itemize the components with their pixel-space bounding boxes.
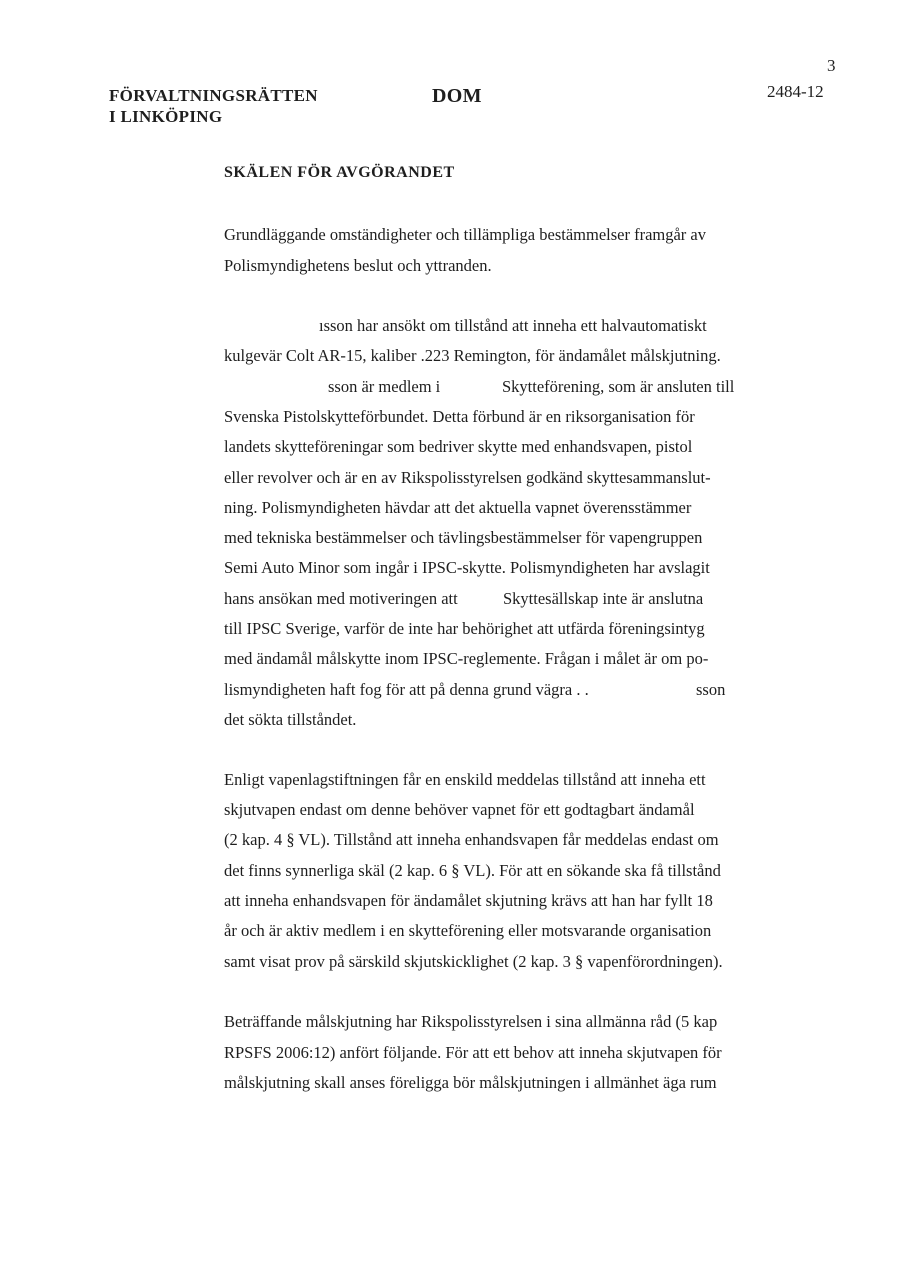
text-line: det sökta tillståndet. [224,710,357,729]
text-line: Grundläggande omständigheter och tillämpliga bestämmelser framgår av [224,225,707,244]
text-line: Beträffande målskjutning har Rikspolisstyrelsen i sina allmänna råd (5 kap [224,1012,718,1031]
page-number: 3 [827,56,836,75]
text-line: RPSFS 2006:12) anfört följande. För att ett behov att inneha skjutvapen för [224,1043,722,1062]
text-line: det finns synnerliga skäl (2 kap. 6 § VL). För att en sökande ska få tillstånd [224,861,721,880]
text-line: målskjutning skall anses föreligga bör målskjutningen i allmänhet äga rum [224,1073,717,1092]
text-line: ning. Polismyndigheten hävdar att det aktuella vapnet överensstämmer [224,498,692,517]
text-line: (2 kap. 4 § VL). Tillstånd att inneha enhandsvapen får meddelas endast om [224,830,719,849]
text-line: ısson har ansökt om tillstånd att inneha ett halvautomatiskt [319,316,707,335]
text-line: Semi Auto Minor som ingår i IPSC-skytte. Polismyndigheten har avslagit [224,558,710,577]
text-line: eller revolver och är en av Rikspolisstyrelsen godkänd skyttesammanslut- [224,468,711,487]
text-line: Enligt vapenlagstiftningen får en enskild meddelas tillstånd att inneha ett [224,770,706,789]
section-heading: SKÄLEN FÖR AVGÖRANDET [224,164,455,181]
court-name-line2: I LINKÖPING [109,107,223,126]
text-line: Skyttesällskap inte är anslutna [503,589,704,608]
text-line: skjutvapen endast om denne behöver vapnet för ett godtagbart ändamål [224,800,695,819]
case-number: 2484-12 [767,82,824,101]
document-type: DOM [432,85,482,107]
text-line: kulgevär Colt AR-15, kaliber .223 Remington, för ändamålet målskjutning. [224,346,721,365]
text-line: att inneha enhandsvapen för ändamålet skjutning krävs att han har fyllt 18 [224,891,713,910]
text-line: hans ansökan med motiveringen att [224,589,458,608]
text-line: landets skytteföreningar som bedriver skytte med enhandsvapen, pistol [224,437,693,456]
text-line: sson är medlem i [328,377,441,396]
text-line: Skytteförening, som är ansluten till [502,377,735,396]
court-name-line1: FÖRVALTNINGSRÄTTEN [109,86,318,105]
text-line: lismyndigheten haft fog för att på denna grund vägra . . [224,680,589,699]
text-line: samt visat prov på särskild skjutskicklighet (2 kap. 3 § vapenförordningen). [224,952,723,971]
text-line: med ändamål målskytte inom IPSC-reglemente. Frågan i målet är om po- [224,649,709,668]
text-line: med tekniska bestämmelser och tävlingsbestämmelser för vapengruppen [224,528,703,547]
text-line: sson [696,680,726,699]
text-line: år och är aktiv medlem i en skytteförening eller motsvarande organisation [224,921,712,940]
text-line: till IPSC Sverige, varför de inte har behörighet att utfärda föreningsintyg [224,619,705,638]
text-line: Svenska Pistolskytteförbundet. Detta förbund är en riksorganisation för [224,407,695,426]
text-line: Polismyndighetens beslut och yttranden. [224,256,492,275]
court-name [109,85,318,127]
